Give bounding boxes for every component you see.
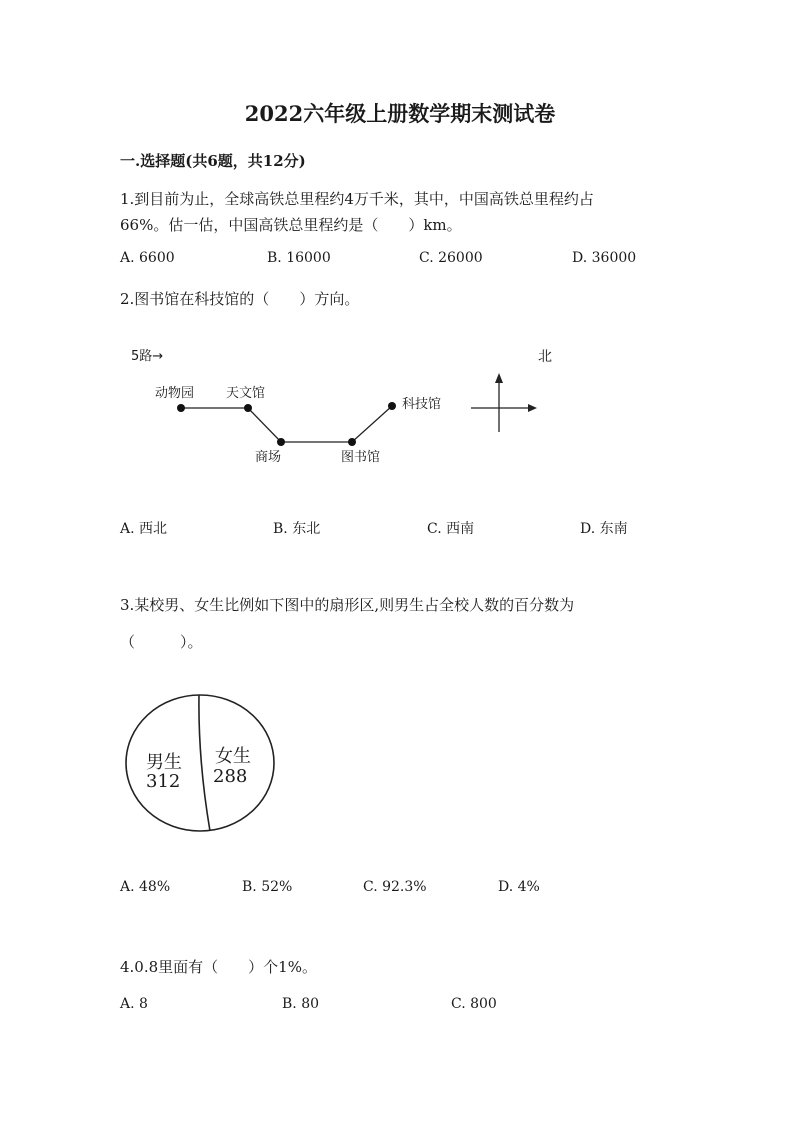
- q1-option-a[interactable]: A. 6600: [120, 250, 175, 266]
- q3-option-a[interactable]: A. 48%: [120, 879, 171, 895]
- north-label: 北: [538, 349, 552, 365]
- q3-text-line2: （ ）。: [120, 633, 203, 651]
- stop-label-planetarium: 天文馆: [226, 386, 266, 401]
- page-title: 2022六年级上册数学期末测试卷: [244, 101, 556, 126]
- q4-option-a[interactable]: A. 8: [120, 996, 148, 1012]
- q3-text-line1: 3.某校男、女生比例如下图中的扇形区,则男生占全校人数的百分数为: [120, 596, 575, 614]
- pie-boys-value: 312: [146, 771, 181, 792]
- pie-boys-label: 男生: [146, 752, 182, 773]
- q1-option-c[interactable]: C. 26000: [419, 250, 483, 266]
- stop-label-zoo: 动物园: [155, 386, 195, 401]
- q2-option-d[interactable]: D. 东南: [580, 521, 628, 537]
- route-label: 5路→: [131, 349, 164, 364]
- stop-label-library: 图书馆: [341, 450, 381, 465]
- q1-text-line1: 1.到目前为止，全球高铁总里程约4万千米，其中，中国高铁总里程约占: [120, 190, 594, 208]
- q3-option-d[interactable]: D. 4%: [498, 879, 540, 895]
- q1-text-line2: 66%。估一估，中国高铁总里程约是（ ）km。: [120, 216, 462, 234]
- q4-text: 4.0.8里面有（ ）个1%。: [120, 958, 317, 976]
- q3-option-b[interactable]: B. 52%: [242, 879, 293, 895]
- q1-option-d[interactable]: D. 36000: [572, 250, 637, 266]
- stop-label-mall: 商场: [255, 450, 282, 465]
- q4-option-b[interactable]: B. 80: [282, 996, 320, 1012]
- pie-girls-label: 女生: [215, 746, 251, 767]
- pie-divider: [199, 695, 210, 831]
- section-heading: 一.选择题(共6题，共12分): [120, 152, 306, 170]
- q1-option-b[interactable]: B. 16000: [267, 250, 331, 266]
- stop-label-science-museum: 科技馆: [402, 397, 442, 412]
- q2-option-a[interactable]: A. 西北: [120, 521, 168, 537]
- q2-option-b[interactable]: B. 东北: [273, 521, 321, 537]
- pie-girls-value: 288: [213, 766, 248, 787]
- q2-option-c[interactable]: C. 西南: [427, 521, 475, 537]
- q3-option-c[interactable]: C. 92.3%: [363, 879, 427, 895]
- q2-text: 2.图书馆在科技馆的（ ）方向。: [120, 290, 360, 308]
- q4-option-c[interactable]: C. 800: [451, 996, 497, 1012]
